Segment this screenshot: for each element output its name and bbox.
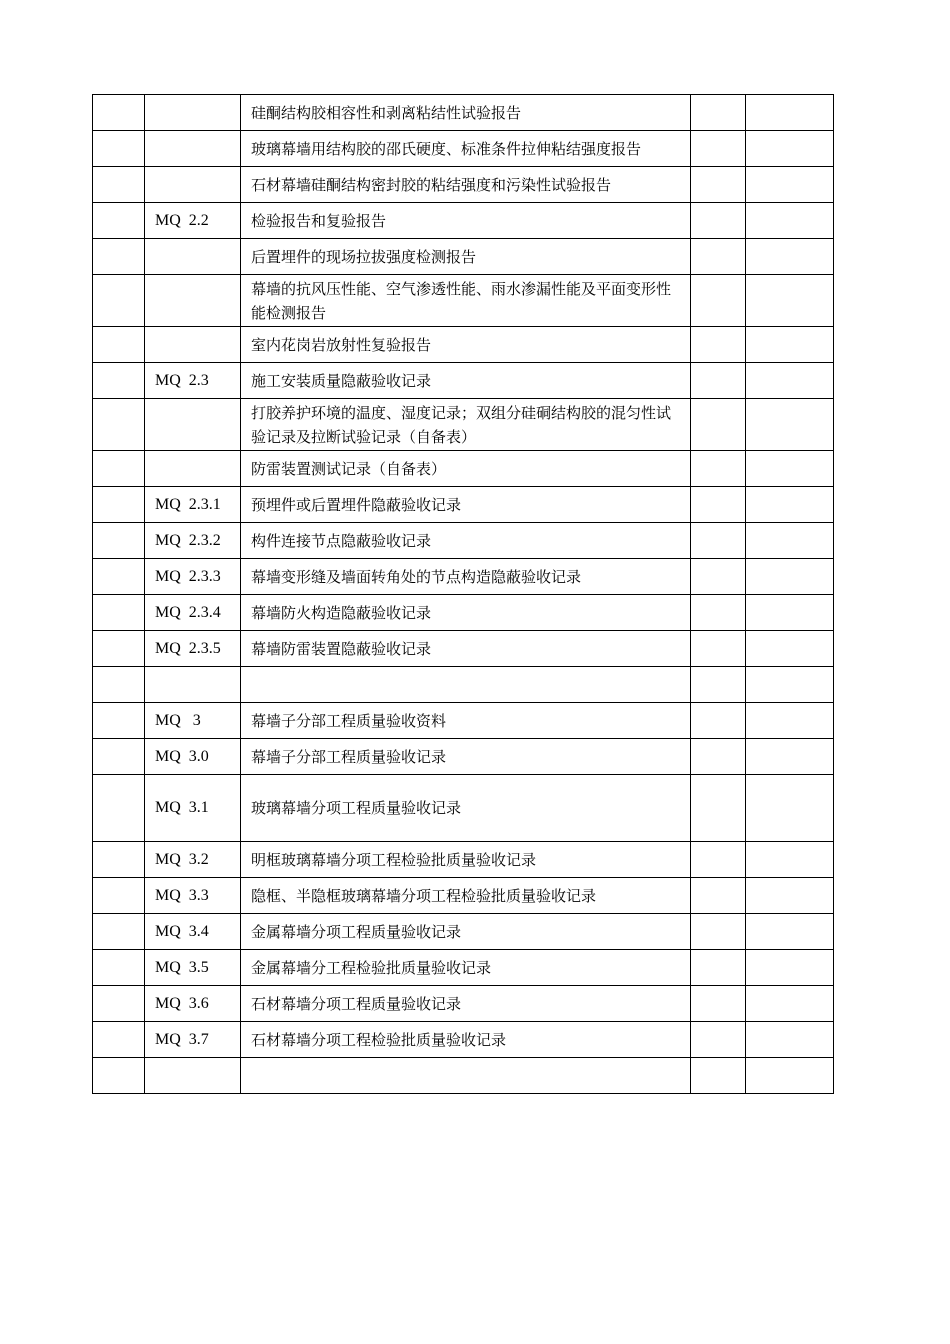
index-cell xyxy=(93,595,145,631)
table-row xyxy=(93,739,834,775)
remark-cell xyxy=(746,986,834,1022)
document-table xyxy=(92,94,834,1094)
index-cell xyxy=(93,131,145,167)
index-cell xyxy=(93,523,145,559)
extra-cell xyxy=(691,95,746,131)
table-row xyxy=(93,986,834,1022)
index-cell xyxy=(93,878,145,914)
code-cell: MQ 2.2 xyxy=(145,203,241,239)
remark-cell xyxy=(746,487,834,523)
table-row xyxy=(93,95,834,131)
remark-cell xyxy=(746,631,834,667)
code-cell xyxy=(145,327,241,363)
remark-cell xyxy=(746,950,834,986)
extra-cell xyxy=(691,451,746,487)
table-row xyxy=(93,399,834,451)
index-cell xyxy=(93,327,145,363)
table-row xyxy=(93,487,834,523)
index-cell xyxy=(93,203,145,239)
table-row xyxy=(93,775,834,842)
remark-cell xyxy=(746,399,834,451)
remark-cell xyxy=(746,1058,834,1094)
extra-cell xyxy=(691,667,746,703)
remark-cell xyxy=(746,167,834,203)
item-cell: 硅酮结构胶相容性和剥离粘结性试验报告 xyxy=(241,95,691,131)
index-cell xyxy=(93,950,145,986)
extra-cell xyxy=(691,363,746,399)
index-cell xyxy=(93,986,145,1022)
remark-cell xyxy=(746,239,834,275)
extra-cell xyxy=(691,703,746,739)
code-cell xyxy=(145,95,241,131)
table-row xyxy=(93,275,834,327)
item-cell: 金属幕墙分工程检验批质量验收记录 xyxy=(241,950,691,986)
table-row xyxy=(93,878,834,914)
extra-cell xyxy=(691,559,746,595)
table-row xyxy=(93,203,834,239)
table-row xyxy=(93,327,834,363)
index-cell xyxy=(93,1058,145,1094)
extra-cell xyxy=(691,1058,746,1094)
item-cell: 金属幕墙分项工程质量验收记录 xyxy=(241,914,691,950)
extra-cell xyxy=(691,203,746,239)
table-row xyxy=(93,363,834,399)
item-cell: 玻璃幕墙分项工程质量验收记录 xyxy=(241,775,691,842)
extra-cell xyxy=(691,878,746,914)
item-cell: 石材幕墙硅酮结构密封胶的粘结强度和污染性试验报告 xyxy=(241,167,691,203)
index-cell xyxy=(93,914,145,950)
index-cell xyxy=(93,399,145,451)
table-row xyxy=(93,451,834,487)
item-cell: 施工安装质量隐蔽验收记录 xyxy=(241,363,691,399)
remark-cell xyxy=(746,739,834,775)
extra-cell xyxy=(691,950,746,986)
code-cell: MQ 2.3.2 xyxy=(145,523,241,559)
item-cell: 预埋件或后置埋件隐蔽验收记录 xyxy=(241,487,691,523)
extra-cell xyxy=(691,523,746,559)
item-cell: 幕墙子分部工程质量验收资料 xyxy=(241,703,691,739)
extra-cell xyxy=(691,239,746,275)
item-cell: 幕墙的抗风压性能、空气渗透性能、雨水渗漏性能及平面变形性能检测报告 xyxy=(241,275,691,327)
item-cell: 后置埋件的现场拉拔强度检测报告 xyxy=(241,239,691,275)
table-row xyxy=(93,523,834,559)
remark-cell xyxy=(746,327,834,363)
item-cell: 隐框、半隐框玻璃幕墙分项工程检验批质量验收记录 xyxy=(241,878,691,914)
table-row xyxy=(93,950,834,986)
remark-cell xyxy=(746,203,834,239)
item-cell: 明框玻璃幕墙分项工程检验批质量验收记录 xyxy=(241,842,691,878)
item-cell: 室内花岗岩放射性复验报告 xyxy=(241,327,691,363)
index-cell xyxy=(93,842,145,878)
remark-cell xyxy=(746,914,834,950)
item-cell: 幕墙子分部工程质量验收记录 xyxy=(241,739,691,775)
code-cell: MQ 3.7 xyxy=(145,1022,241,1058)
extra-cell xyxy=(691,631,746,667)
index-cell xyxy=(93,775,145,842)
index-cell xyxy=(93,239,145,275)
code-cell: MQ 3.3 xyxy=(145,878,241,914)
code-cell: MQ 3.5 xyxy=(145,950,241,986)
extra-cell xyxy=(691,1022,746,1058)
code-cell: MQ 2.3.5 xyxy=(145,631,241,667)
table-row xyxy=(93,631,834,667)
remark-cell xyxy=(746,703,834,739)
item-cell: 玻璃幕墙用结构胶的邵氏硬度、标准条件拉伸粘结强度报告 xyxy=(241,131,691,167)
remark-cell xyxy=(746,451,834,487)
extra-cell xyxy=(691,167,746,203)
index-cell xyxy=(93,275,145,327)
remark-cell xyxy=(746,842,834,878)
remark-cell xyxy=(746,95,834,131)
table-row xyxy=(93,239,834,275)
index-cell xyxy=(93,739,145,775)
extra-cell xyxy=(691,399,746,451)
remark-cell xyxy=(746,878,834,914)
table-row xyxy=(93,1022,834,1058)
item-cell xyxy=(241,1058,691,1094)
table-row xyxy=(93,559,834,595)
table-row xyxy=(93,131,834,167)
table-row xyxy=(93,167,834,203)
remark-cell xyxy=(746,131,834,167)
index-cell xyxy=(93,1022,145,1058)
extra-cell xyxy=(691,914,746,950)
item-cell xyxy=(241,667,691,703)
item-cell: 石材幕墙分项工程质量验收记录 xyxy=(241,986,691,1022)
code-cell xyxy=(145,667,241,703)
code-cell xyxy=(145,451,241,487)
extra-cell xyxy=(691,595,746,631)
index-cell xyxy=(93,451,145,487)
remark-cell xyxy=(746,559,834,595)
code-cell xyxy=(145,167,241,203)
extra-cell xyxy=(691,487,746,523)
code-cell: MQ 3.6 xyxy=(145,986,241,1022)
index-cell xyxy=(93,487,145,523)
code-cell: MQ 2.3.3 xyxy=(145,559,241,595)
code-cell: MQ 3 xyxy=(145,703,241,739)
remark-cell xyxy=(746,1022,834,1058)
item-cell: 检验报告和复验报告 xyxy=(241,203,691,239)
item-cell: 幕墙变形缝及墙面转角处的节点构造隐蔽验收记录 xyxy=(241,559,691,595)
code-cell: MQ 3.0 xyxy=(145,739,241,775)
code-cell: MQ 2.3.1 xyxy=(145,487,241,523)
index-cell xyxy=(93,95,145,131)
table-row xyxy=(93,667,834,703)
item-cell: 幕墙防火构造隐蔽验收记录 xyxy=(241,595,691,631)
item-cell: 构件连接节点隐蔽验收记录 xyxy=(241,523,691,559)
remark-cell xyxy=(746,275,834,327)
remark-cell xyxy=(746,775,834,842)
table-row xyxy=(93,703,834,739)
index-cell xyxy=(93,363,145,399)
code-cell: MQ 2.3.4 xyxy=(145,595,241,631)
code-cell: MQ 3.2 xyxy=(145,842,241,878)
remark-cell xyxy=(746,363,834,399)
table-row xyxy=(93,914,834,950)
item-cell: 防雷装置测试记录（自备表） xyxy=(241,451,691,487)
code-cell: MQ 3.1 xyxy=(145,775,241,842)
extra-cell xyxy=(691,739,746,775)
index-cell xyxy=(93,559,145,595)
remark-cell xyxy=(746,667,834,703)
table-row xyxy=(93,595,834,631)
code-cell: MQ 2.3 xyxy=(145,363,241,399)
item-cell: 打胶养护环境的温度、湿度记录；双组分硅硐结构胶的混匀性试验记录及拉断试验记录（自备表） xyxy=(241,399,691,451)
extra-cell xyxy=(691,775,746,842)
remark-cell xyxy=(746,523,834,559)
code-cell xyxy=(145,399,241,451)
code-cell: MQ 3.4 xyxy=(145,914,241,950)
index-cell xyxy=(93,667,145,703)
index-cell xyxy=(93,167,145,203)
extra-cell xyxy=(691,131,746,167)
extra-cell xyxy=(691,986,746,1022)
remark-cell xyxy=(746,595,834,631)
index-cell xyxy=(93,703,145,739)
item-cell: 幕墙防雷装置隐蔽验收记录 xyxy=(241,631,691,667)
table-row xyxy=(93,1058,834,1094)
code-cell xyxy=(145,1058,241,1094)
extra-cell xyxy=(691,842,746,878)
item-cell: 石材幕墙分项工程检验批质量验收记录 xyxy=(241,1022,691,1058)
code-cell xyxy=(145,239,241,275)
code-cell xyxy=(145,131,241,167)
extra-cell xyxy=(691,327,746,363)
index-cell xyxy=(93,631,145,667)
extra-cell xyxy=(691,275,746,327)
table-row xyxy=(93,842,834,878)
code-cell xyxy=(145,275,241,327)
